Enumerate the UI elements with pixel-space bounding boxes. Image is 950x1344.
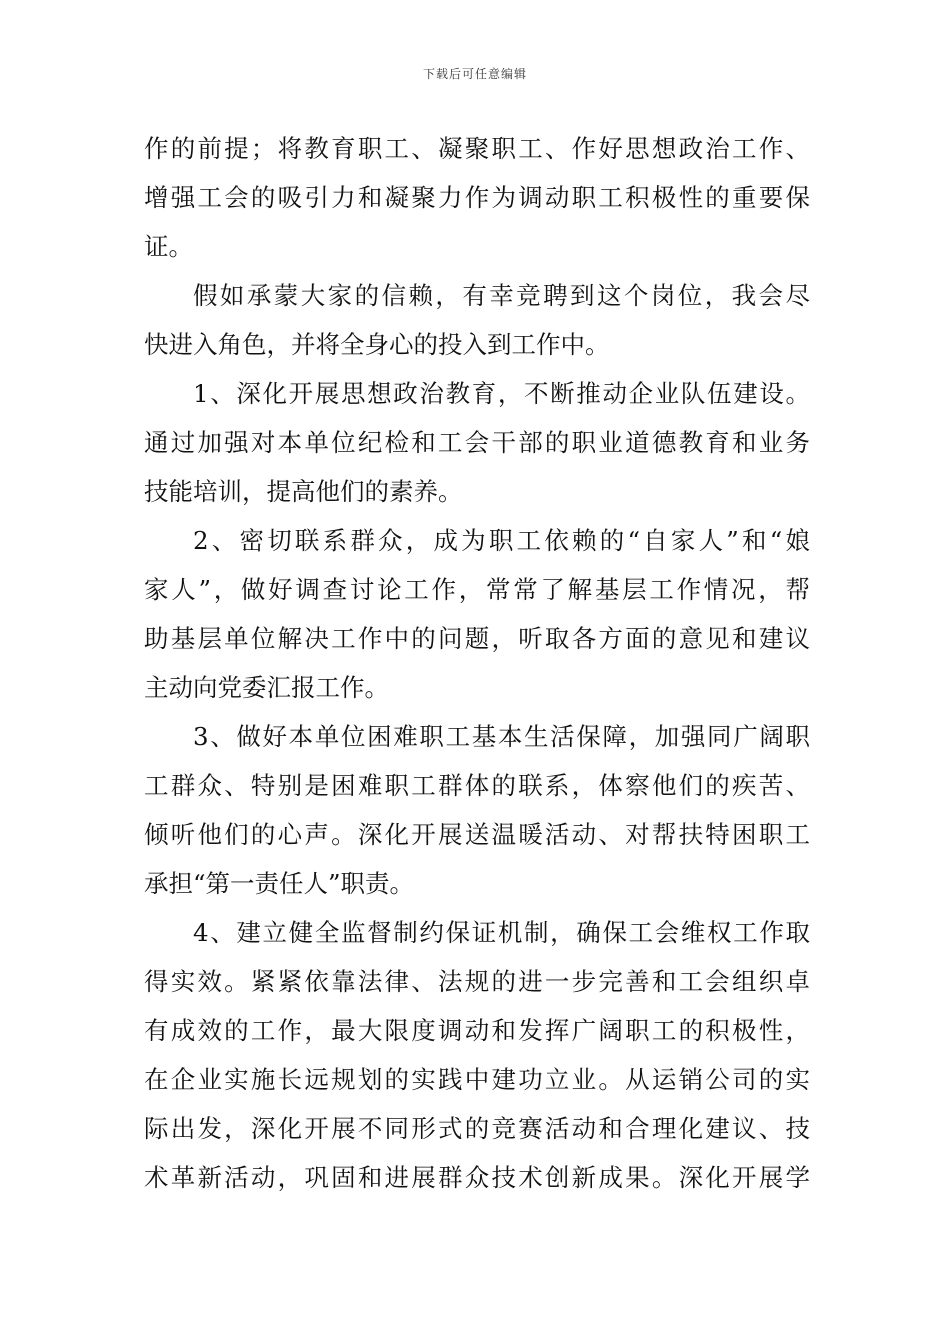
text-line: 得实效。紧紧依靠法律、法规的进一步完善和工会组织卓: [144, 967, 810, 996]
text-line: 术革新活动，巩固和进展群众技术创新成果。深化开展学: [144, 1163, 810, 1192]
text-line: 在企业实施长远规划的实践中建功立业。从运销公司的实: [144, 1065, 810, 1094]
text-line: 假如承蒙大家的信赖，有幸竞聘到这个岗位，我会尽: [193, 281, 810, 310]
text-line: 家人”，做好调查讨论工作，常常了解基层工作情况，帮: [144, 575, 810, 604]
page-header: 下载后可任意编辑: [422, 67, 527, 81]
text-line: 增强工会的吸引力和凝聚力作为调动职工积极性的重要保: [144, 183, 810, 212]
text-line: 工群众、特别是困难职工群体的联系，体察他们的疾苦、: [144, 771, 810, 800]
text-line: 1、深化开展思想政治教育，不断推动企业队伍建设。: [193, 379, 810, 408]
text-line: 2、密切联系群众，成为职工依赖的“自家人”和“娘: [193, 526, 810, 555]
text-line: 3、做好本单位困难职工基本生活保障，加强同广阔职: [193, 722, 810, 751]
text-line: 助基层单位解决工作中的问题，听取各方面的意见和建议: [144, 624, 810, 653]
text-line: 倾听他们的心声。深化开展送温暖活动、对帮扶特困职工: [144, 820, 810, 849]
text-line: 证。: [144, 232, 193, 261]
document-body: [144, 124, 810, 1202]
text-line: 作的前提；将教育职工、凝聚职工、作好思想政治工作、: [144, 134, 810, 163]
text-line: 有成效的工作，最大限度调动和发挥广阔职工的积极性，: [144, 1016, 810, 1045]
text-line: 通过加强对本单位纪检和工会干部的职业道德教育和业务: [144, 428, 810, 457]
text-line: 际出发，深化开展不同形式的竞赛活动和合理化建议、技: [144, 1114, 810, 1143]
text-line: 承担“第一责任人”职责。: [144, 869, 415, 898]
text-line: 技能培训，提高他们的素养。: [144, 477, 463, 506]
text-line: 主动向党委汇报工作。: [144, 673, 389, 702]
text-line: 快进入角色，并将全身心的投入到工作中。: [144, 330, 610, 359]
text-line: 4、建立健全监督制约保证机制，确保工会维权工作取: [193, 918, 810, 947]
